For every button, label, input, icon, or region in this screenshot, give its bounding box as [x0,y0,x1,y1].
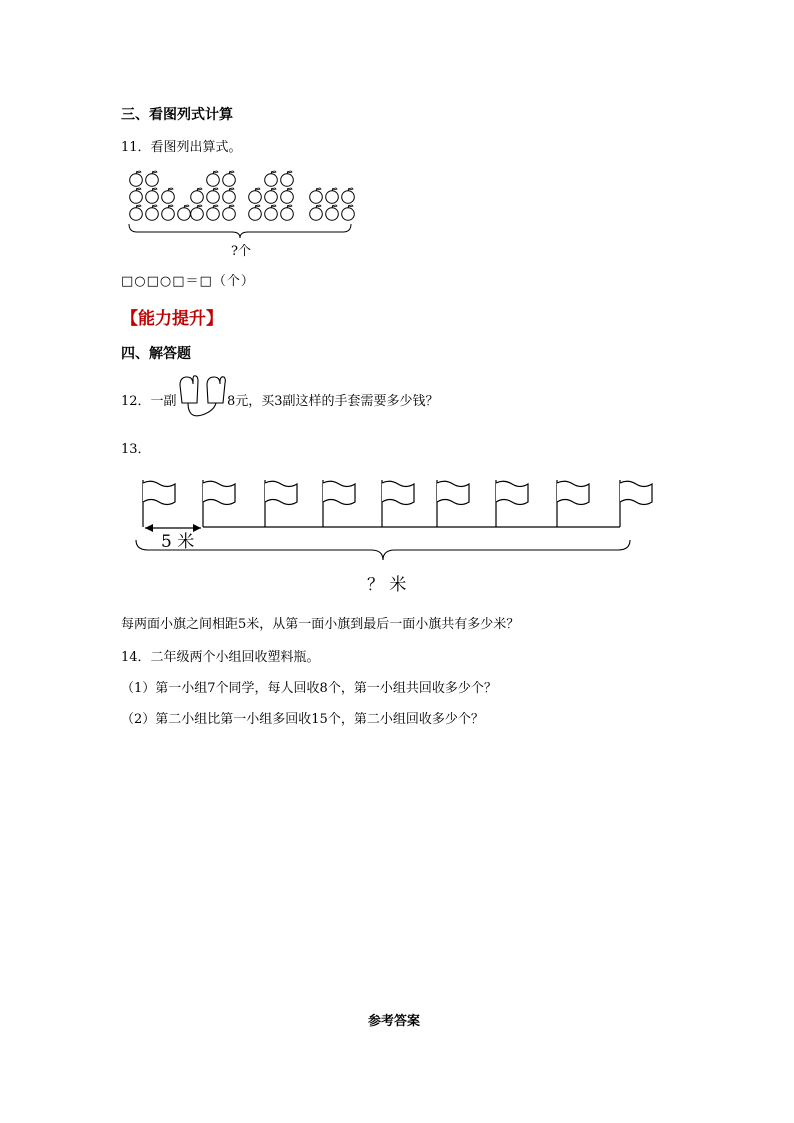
question-12-prefix: 12．一副 [121,394,177,409]
section-title-3: 三、看图列式计算 [121,107,233,123]
flag-icon [620,480,652,527]
section-title-4: 四、解答题 [121,346,191,362]
flags-brace [136,540,630,560]
question-14-part2: （2）第二小组比第一小组多回收15个，第二小组回收多少个？ [121,712,484,727]
flag-total-label: ？ 米 [367,575,407,595]
flag-icon [323,480,355,527]
question-11-prompt: 11．看图列出算式。 [121,140,242,155]
flag-icon [437,480,469,527]
flag-spacing-label: 5 米 [161,532,195,552]
flag-icon [496,480,528,527]
flag-icon [265,480,297,527]
question-11-total-label: ?个 [231,244,251,259]
question-11-formula: □○□○□＝□（个） [121,274,255,289]
flag-icon [382,480,414,527]
flag-icon [557,480,589,527]
ability-heading: 【能力提升】 [121,309,223,329]
question-13-text: 每两面小旗之间相距5米，从第一面小旗到最后一面小旗共有多少米？ [121,617,520,632]
question-14-intro: 14．二年级两个小组回收塑料瓶。 [121,650,320,665]
question-13-number: 13． [121,442,151,457]
flag-icon [203,480,235,527]
answer-title: 参考答案 [368,1014,421,1029]
flag-icon [143,480,175,527]
question-14-part1: （1）第一小组7个同学，每人回收8个，第一小组共回收多少个？ [121,681,497,696]
question-12-suffix: 8元，买3副这样的手套需要多少钱？ [227,394,439,409]
